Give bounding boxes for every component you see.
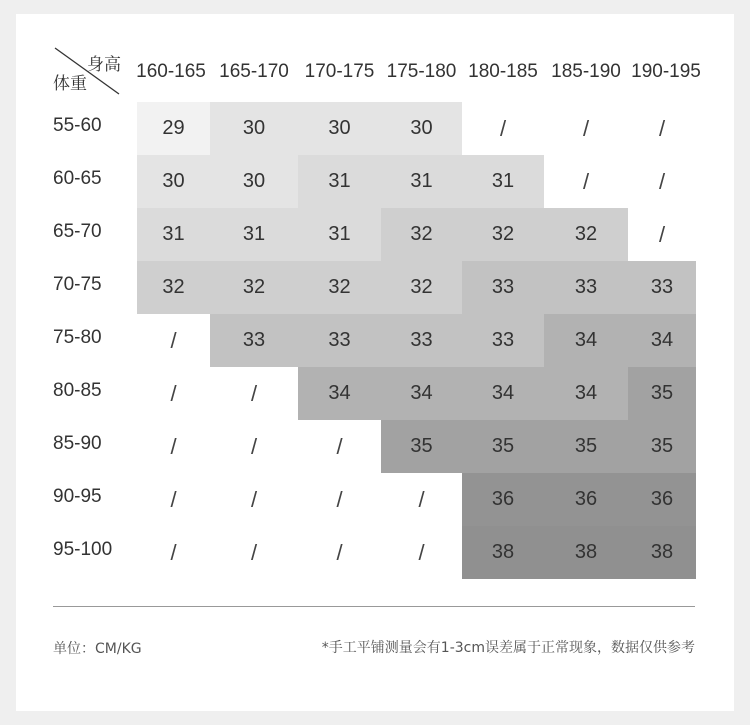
cell-not-available: / [170,381,177,406]
cell-not-available: / [336,540,343,565]
size-cell: 34 [544,367,628,420]
size-cell: 33 [544,261,628,314]
size-cell: 31 [462,155,544,208]
cell-not-available: / [582,116,590,141]
row-header: 80-85 [53,380,102,401]
row-header: 70-75 [53,274,102,295]
column-header: 185-190 [551,61,621,82]
size-cell: 32 [137,261,210,314]
cell-not-available: / [418,540,425,565]
size-cell: 33 [628,261,696,314]
cell-not-available: / [170,487,177,512]
size-cell: 35 [381,420,462,473]
size-cell: 31 [137,208,210,261]
column-header: 180-185 [468,61,538,82]
size-cell: 34 [628,314,696,367]
size-cell: 31 [298,155,381,208]
row-header: 95-100 [53,539,113,560]
size-cell: 32 [298,261,381,314]
size-cell: 35 [628,420,696,473]
height-label: 身高 [87,55,121,75]
cell-not-available: / [170,540,177,565]
column-header: 175-180 [386,61,457,82]
size-cell: 29 [137,102,210,155]
size-cell: 31 [210,208,298,261]
cell-not-available: / [658,116,666,141]
column-header: 165-170 [219,61,289,82]
size-cell: 30 [210,102,298,155]
cell-not-available: / [336,487,343,512]
column-header: 170-175 [304,61,375,82]
row-header: 90-95 [53,486,102,507]
size-cell: 34 [381,367,462,420]
cell-not-available: / [418,487,425,512]
cell-not-available: / [658,169,666,194]
size-cell: 30 [137,155,210,208]
size-cell: 35 [462,420,544,473]
size-cell: 36 [544,473,628,526]
size-cell: 35 [628,367,696,420]
size-cell: 30 [210,155,298,208]
unit-note: 单位：CM/KG [53,641,142,657]
cell-not-available: / [582,169,590,194]
cell-not-available: / [250,487,258,512]
size-cell: 38 [628,526,696,579]
measurement-note: *手工平铺测量会有1-3cm误差属于正常现象，数据仅供参考 [321,640,695,656]
size-cell: 32 [381,208,462,261]
size-cell: 31 [298,208,381,261]
row-header: 55-60 [53,115,102,136]
size-cell: 33 [210,314,298,367]
size-cell: 31 [381,155,462,208]
size-cell: 32 [210,261,298,314]
size-cell: 34 [544,314,628,367]
row-header: 75-80 [53,327,102,348]
row-header: 85-90 [53,433,102,454]
size-cell: 33 [381,314,462,367]
size-cell: 32 [462,208,544,261]
cell-not-available: / [170,434,177,459]
column-header: 160-165 [136,61,206,82]
row-header: 65-70 [53,221,102,242]
size-cell: 34 [462,367,544,420]
cell-not-available: / [250,434,258,459]
size-cell: 32 [381,261,462,314]
cell-not-available: / [499,116,507,141]
cell-not-available: / [658,222,666,247]
size-cell: 33 [462,314,544,367]
size-cell: 38 [544,526,628,579]
cell-not-available: / [250,540,258,565]
weight-label: 体重 [53,74,87,94]
size-cell: 35 [544,420,628,473]
size-cell: 33 [462,261,544,314]
size-cell: 36 [462,473,544,526]
column-header: 190-195 [631,61,701,82]
cell-not-available: / [250,381,258,406]
row-header: 60-65 [53,168,102,189]
size-cell: 30 [381,102,462,155]
size-cell: 38 [462,526,544,579]
size-cell: 30 [298,102,381,155]
cell-not-available: / [336,434,343,459]
divider [53,606,695,607]
size-cell: 34 [298,367,381,420]
size-cell: 33 [298,314,381,367]
cell-not-available: / [170,328,177,353]
size-cell: 36 [628,473,696,526]
size-cell: 32 [544,208,628,261]
table-corner-header [53,46,121,96]
